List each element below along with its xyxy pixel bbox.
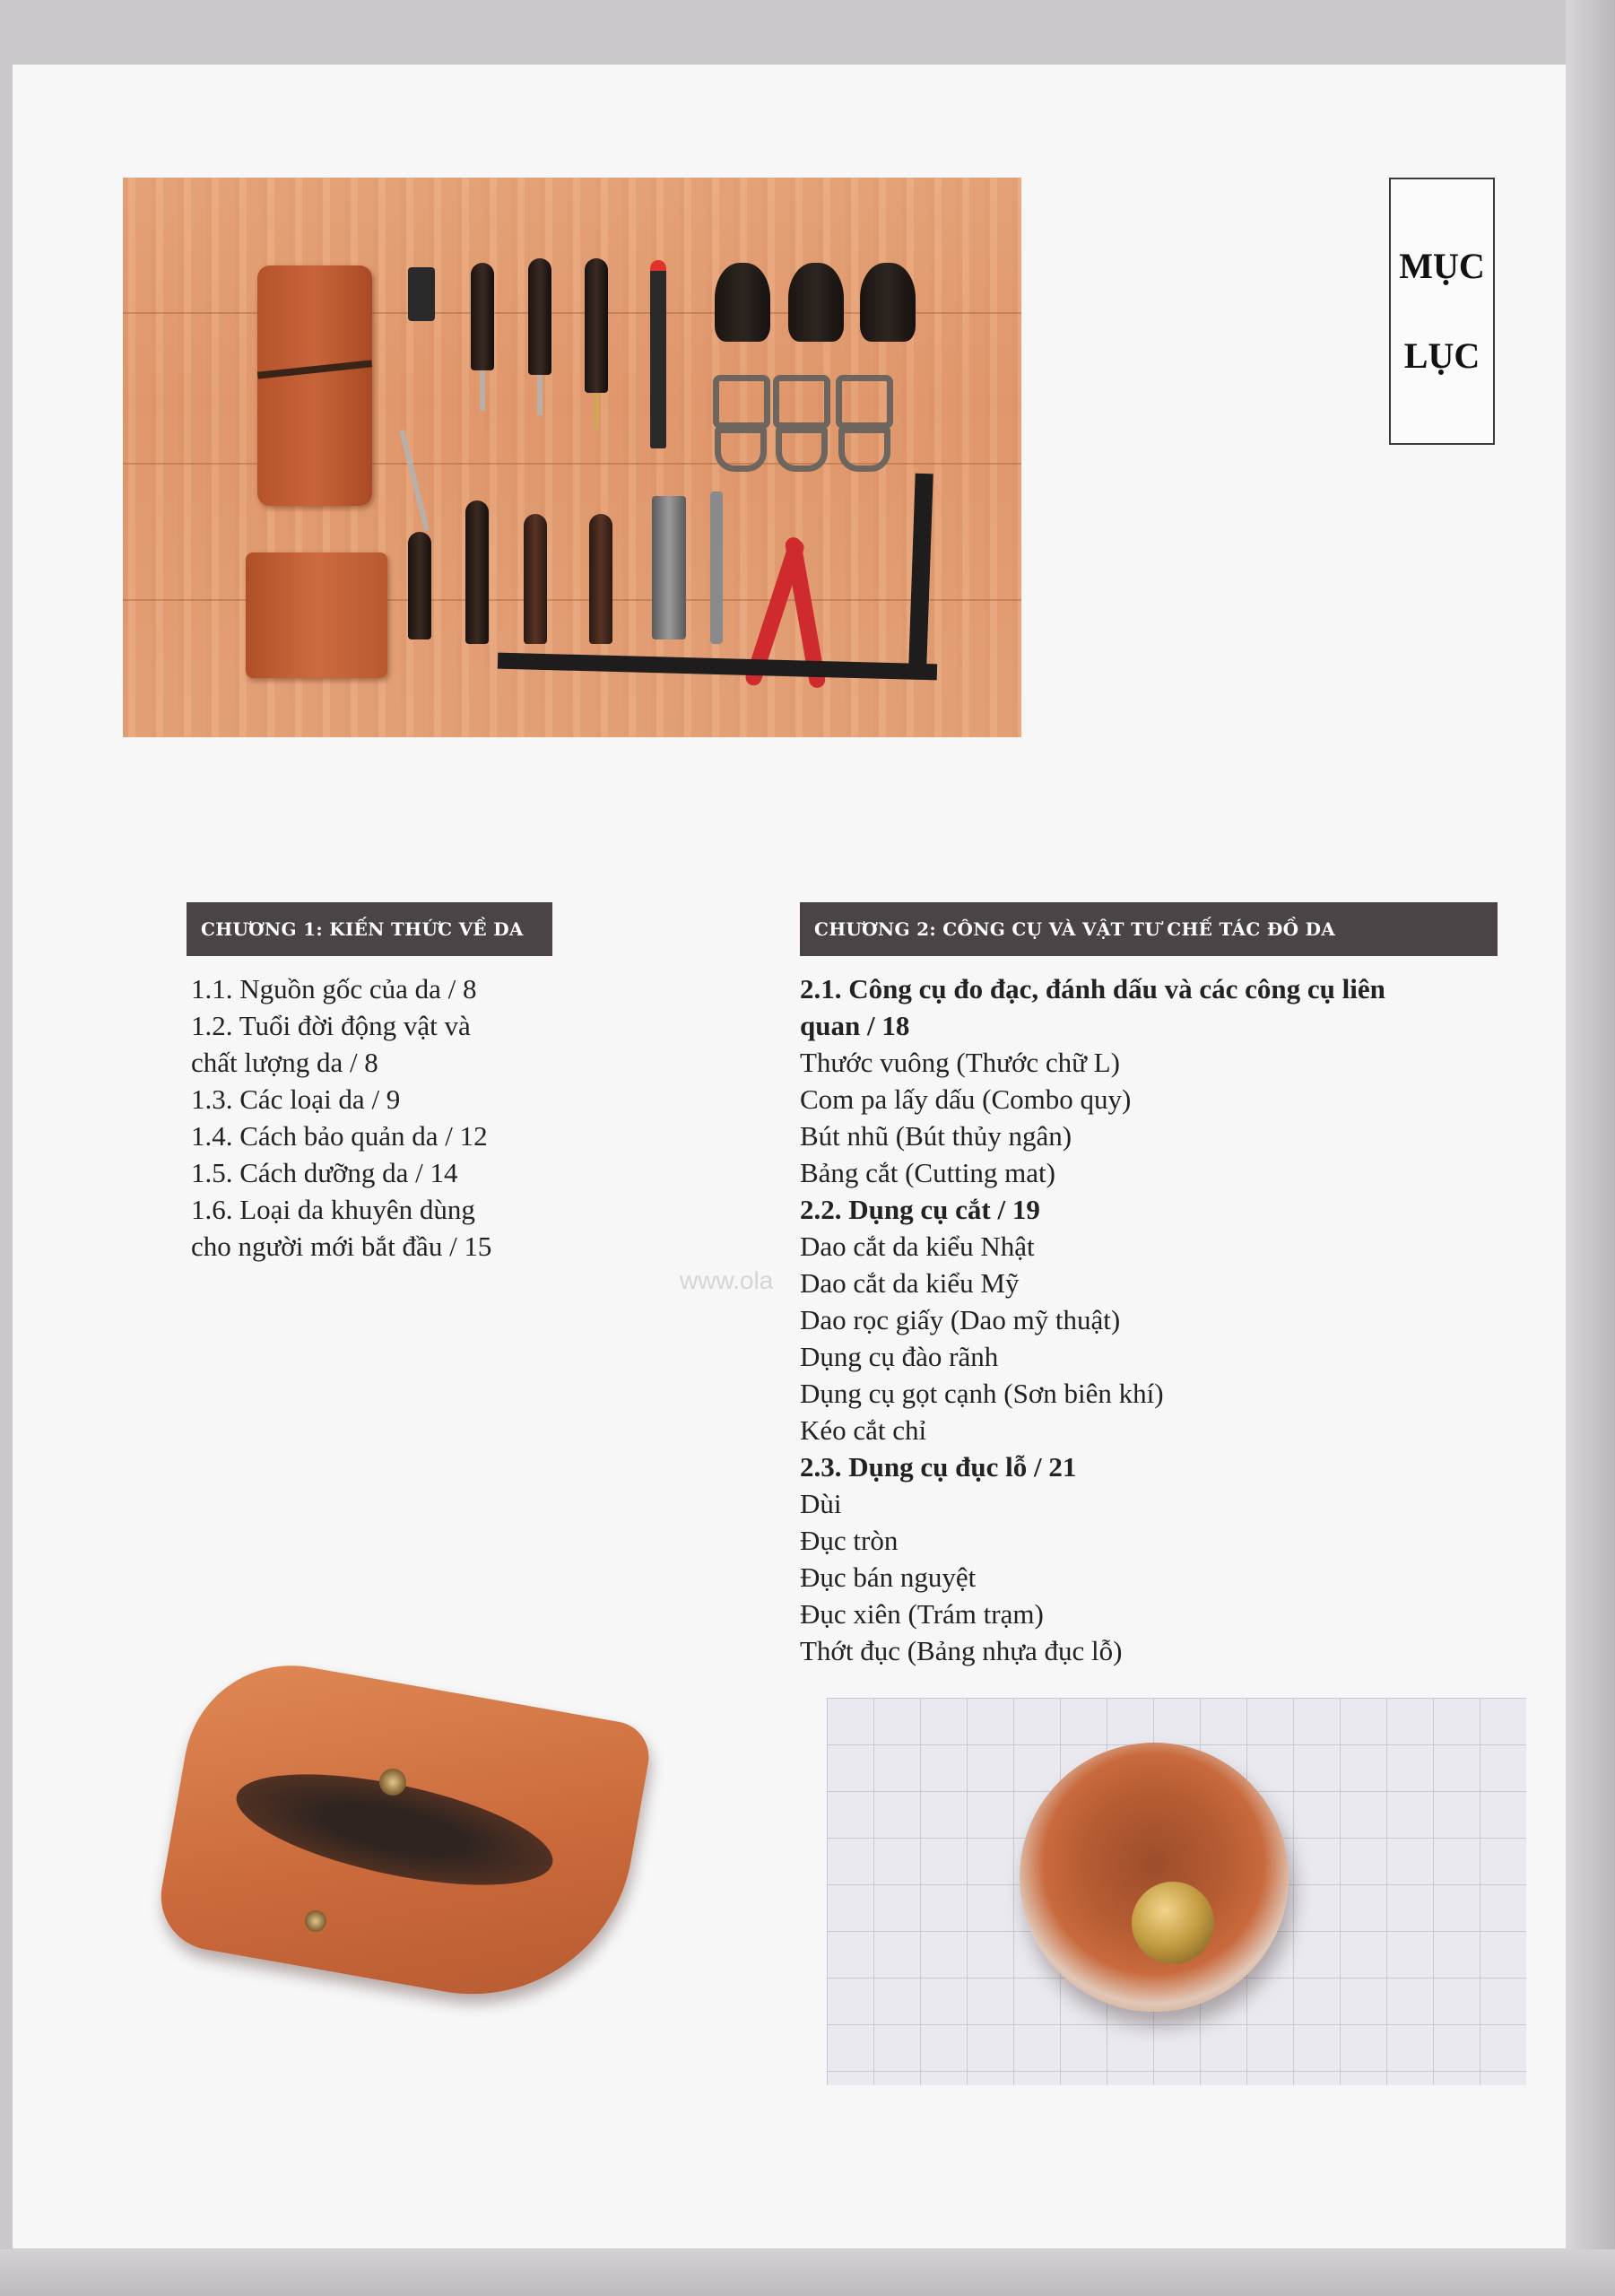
list-item: Com pa lấy dấu (Combo quy) xyxy=(800,1083,1132,1115)
leather-pouch-photo xyxy=(148,1650,650,2036)
leather-tools-photo xyxy=(123,178,1021,737)
list-item: Dao cắt da kiểu Nhật xyxy=(800,1231,1035,1262)
list-item: Thớt đục (Bảng nhựa đục lỗ) xyxy=(800,1635,1123,1666)
section-heading: quan / 18 xyxy=(800,1010,910,1041)
list-item: Bảng cắt (Cutting mat) xyxy=(800,1157,1055,1188)
list-item: 1.5. Cách dưỡng da / 14 xyxy=(191,1157,458,1188)
list-item: Bút nhũ (Bút thủy ngân) xyxy=(800,1120,1072,1152)
section-heading: 2.2. Dụng cụ cắt / 19 xyxy=(800,1194,1040,1225)
chapter-1-header: CHƯƠNG 1: KIẾN THỨC VỀ DA xyxy=(187,902,552,956)
chapter-2-list xyxy=(800,970,1499,1669)
list-item: Đục xiên (Trám trạm) xyxy=(800,1598,1044,1630)
watermark: www.ola xyxy=(680,1266,774,1294)
bowl-bell-photo xyxy=(827,1698,1526,2085)
scan-edge xyxy=(1566,0,1615,2296)
chapter-2-header: CHƯƠNG 2: CÔNG CỤ VÀ VẬT TƯ CHẾ TÁC ĐỒ DA xyxy=(800,902,1498,956)
toc-title-line-1: MỤC xyxy=(1399,246,1485,286)
section-heading: 2.1. Công cụ đo đạc, đánh dấu và các công cụ liên xyxy=(800,973,1385,1004)
list-item: 1.1. Nguồn gốc của da / 8 xyxy=(191,973,477,1004)
chapter-1-list xyxy=(191,970,550,1265)
list-item: Đục tròn xyxy=(800,1525,899,1556)
toc-title-box xyxy=(1389,178,1495,445)
list-item: 1.3. Các loại da / 9 xyxy=(191,1083,401,1115)
list-item: Dụng cụ đào rãnh xyxy=(800,1341,999,1372)
list-item: Dụng cụ gọt cạnh (Sơn biên khí) xyxy=(800,1378,1164,1409)
long-wallet xyxy=(257,265,372,506)
list-item: cho người mới bắt đầu / 15 xyxy=(191,1231,492,1262)
list-item: chất lượng da / 8 xyxy=(191,1047,378,1078)
list-item: Đục bán nguyệt xyxy=(800,1561,977,1593)
list-item: 1.4. Cách bảo quản da / 12 xyxy=(191,1120,488,1152)
scan-bottom-edge xyxy=(0,2249,1615,2296)
list-item: Dao cắt da kiểu Mỹ xyxy=(800,1267,1020,1299)
short-wallet xyxy=(246,552,387,678)
list-item: 1.2. Tuổi đời động vật và xyxy=(191,1010,471,1041)
list-item: 1.6. Loại da khuyên dùng xyxy=(191,1194,475,1225)
list-item: Thước vuông (Thước chữ L) xyxy=(800,1047,1120,1078)
toc-title-line-2: LỤC xyxy=(1403,335,1480,376)
list-item: Dùi xyxy=(800,1488,842,1519)
list-item: Dao rọc giấy (Dao mỹ thuật) xyxy=(800,1304,1121,1335)
section-heading: 2.3. Dụng cụ đục lỗ / 21 xyxy=(800,1451,1077,1483)
list-item: Kéo cắt chỉ xyxy=(800,1414,927,1446)
